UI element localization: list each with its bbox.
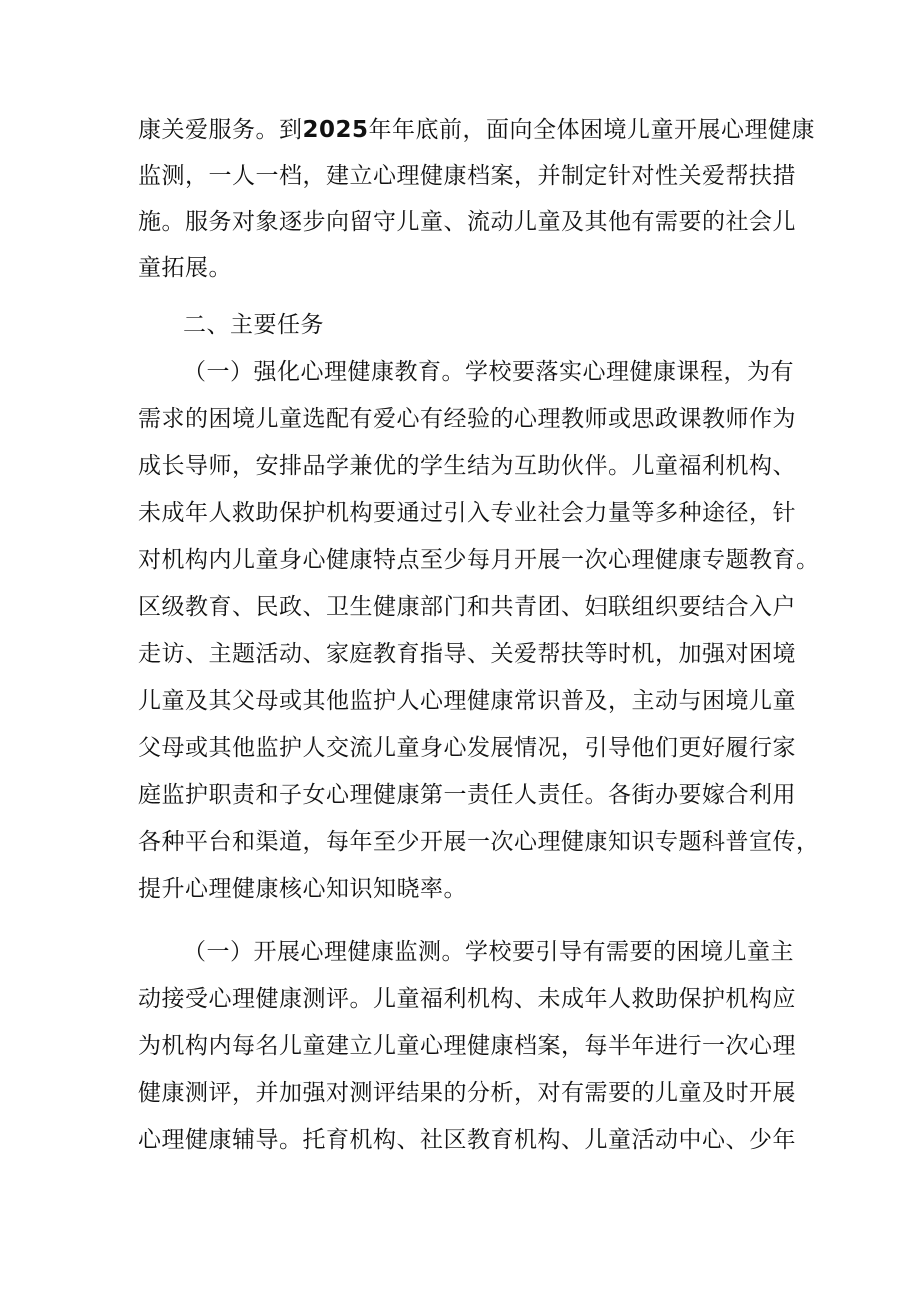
subsection-line-3: 成长导师，安排品学兼优的学生结为互助伙伴。儿童福利机构、 [138, 453, 796, 479]
subsection-line-1: （一）强化心理健康教育。学校要落实心理健康课程，为有 [183, 359, 794, 385]
subsection-line-10: 庭监护职责和子女心理健康第一责任人责任。各街办要嫁合利用 [138, 782, 796, 808]
paragraph-line-2: 监测，一人一档，建立心理健康档案，并制定针对性关爱帮扶措 [138, 163, 796, 189]
section-heading: 二、主要任务 [183, 312, 324, 338]
line-text: 康关爱服务。到 [138, 117, 303, 143]
subsection-line-2: 需求的困境儿童选配有爱心有经验的心理教师或思政课教师作为 [138, 406, 796, 432]
subsection-line-6: 区级教育、民政、卫生健康部门和共青团、妇联组织要结合入户 [138, 594, 796, 620]
year-number: 2025 [302, 117, 369, 143]
paragraph-line-3: 施。服务对象逐步向留守儿童、流动儿童及其他有需要的社会儿 [138, 209, 796, 235]
subsection-line-5: 对机构内儿童身心健康特点至少每月开展一次心理健康专题教育。 [138, 547, 820, 573]
subsection2-line-4: 健康测评，并加强对测评结果的分析，对有需要的儿童及时开展 [138, 1080, 796, 1106]
subsection-line-11: 各种平台和渠道，每年至少开展一次心理健康知识专题科普宣传， [138, 829, 820, 855]
subsection-line-4: 未成年人救助保护机构要通过引入专业社会力量等多种途径，针 [138, 500, 796, 526]
subsection-line-12: 提升心理健康核心知识知晓率。 [138, 876, 467, 902]
subsection2-line-5: 心理健康辅导。托育机构、社区教育机构、儿童活动中心、少年 [138, 1127, 796, 1153]
subsection2-line-2: 动接受心理健康测评。儿童福利机构、未成年人救助保护机构应 [138, 986, 796, 1012]
subsection-line-8: 儿童及其父母或其他监护人心理健康常识普及，主动与困境儿童 [138, 688, 796, 714]
line-text: 年年底前，面向全体困境儿童开展心理健康 [368, 117, 816, 143]
paragraph-line-4: 童拓展。 [138, 255, 232, 281]
subsection-line-7: 走访、主题活动、家庭教育指导、关爱帮扶等时机，加强对困境 [138, 641, 796, 667]
subsection2-line-1: （一）开展心理健康监测。学校要引导有需要的困境儿童主 [183, 939, 794, 965]
subsection-line-9: 父母或其他监护人交流儿童身心发展情况，引导他们更好履行家 [138, 735, 796, 761]
paragraph-line-1 [138, 107, 816, 153]
subsection2-line-3: 为机构内每名儿童建立儿童心理健康档案，每半年进行一次心理 [138, 1033, 796, 1059]
